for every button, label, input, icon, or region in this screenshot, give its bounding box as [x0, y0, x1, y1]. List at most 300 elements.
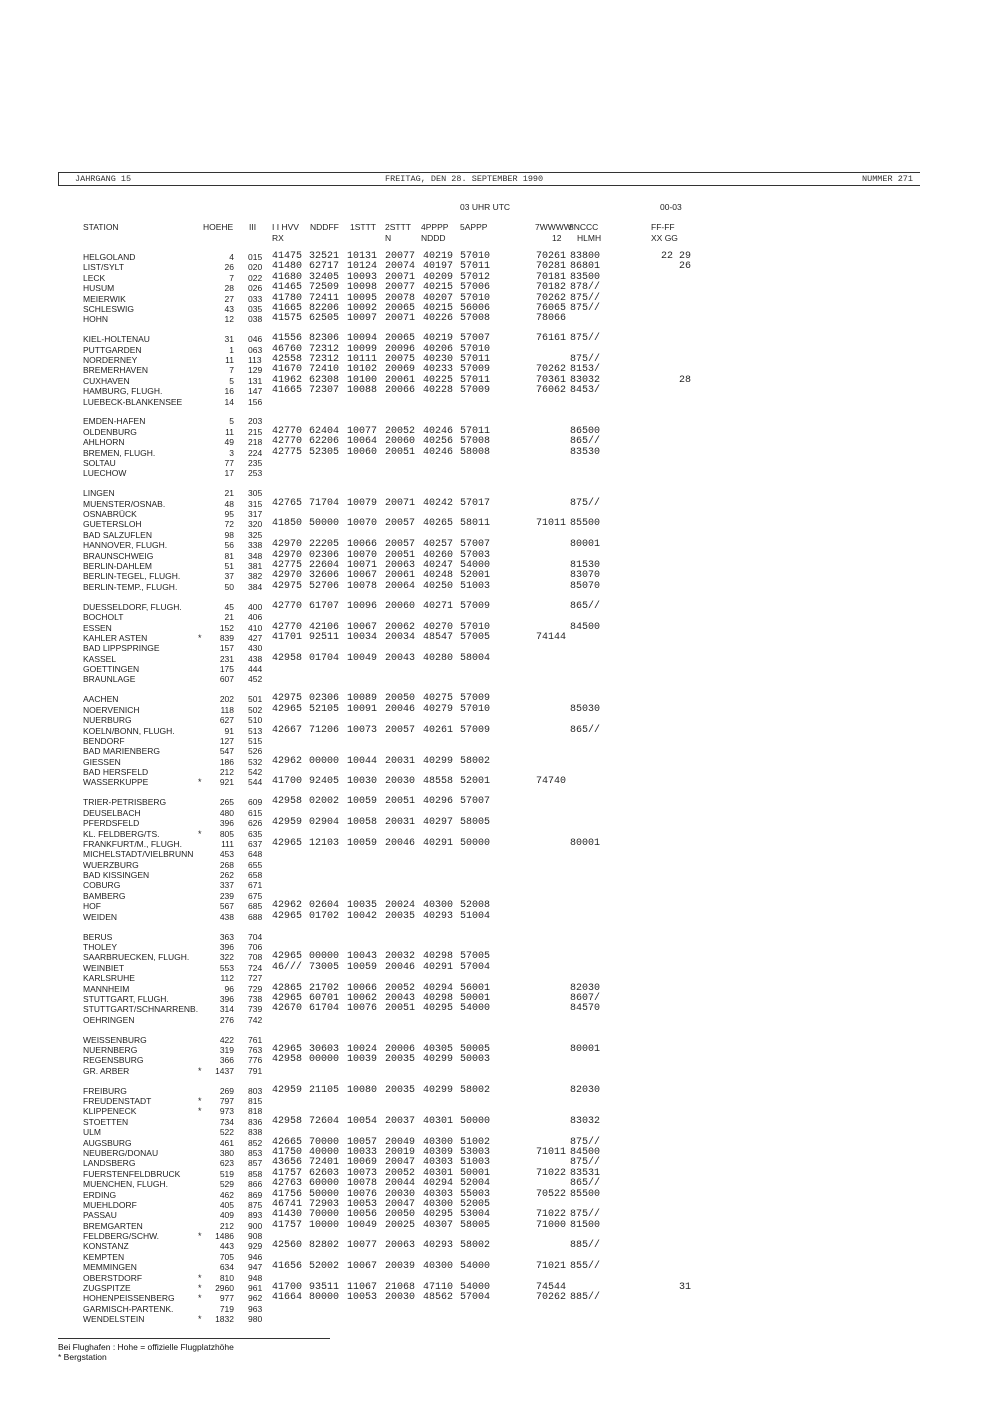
station-name: KARLSRUHE	[83, 973, 135, 984]
station-index: 963	[248, 1303, 263, 1314]
station-height: 363	[219, 931, 234, 942]
station-height: 212	[219, 767, 234, 778]
obs-4pppp: 40248	[423, 570, 454, 582]
obs-1sttt: 10067	[347, 570, 378, 582]
station-index: 381	[248, 561, 263, 572]
station-name: ZUGSPITZE	[83, 1283, 131, 1294]
station-height: 112	[220, 973, 234, 984]
station-index: 348	[248, 550, 263, 561]
obs-1sttt: 10077	[347, 425, 378, 437]
table-row	[0, 262, 1000, 272]
obs-8nccc: 83032	[570, 1115, 601, 1127]
obs-1sttt: 10079	[347, 497, 378, 509]
obs-5appp: 58002	[460, 755, 491, 767]
station-group	[0, 488, 1000, 592]
obs-5appp: 51003	[460, 1157, 491, 1169]
station-height: 186	[219, 756, 234, 767]
station-height: 319	[219, 1044, 234, 1055]
obs-1sttt: 10057	[347, 1136, 378, 1148]
station-height: 2960	[215, 1283, 234, 1294]
mountain-station-marker: *	[198, 1314, 202, 1325]
station-index: 400	[248, 601, 263, 612]
obs-2sttt: 20064	[385, 580, 416, 592]
obs-nddff: 50000	[309, 1188, 340, 1200]
obs-5appp: 57009	[460, 600, 491, 612]
table-row	[0, 674, 1000, 684]
obs-2sttt: 20039	[385, 1261, 416, 1273]
station-index: 320	[248, 519, 263, 530]
station-height: 98	[224, 529, 234, 540]
obs-8nccc: 855//	[570, 1261, 601, 1273]
obs-nddff: 73005	[309, 961, 340, 973]
obs-1sttt: 10102	[347, 364, 378, 376]
bulletin-header	[58, 172, 920, 186]
station-group	[0, 334, 1000, 407]
obs-nddff: 52706	[309, 580, 340, 592]
table-row	[0, 870, 1000, 880]
obs-1sttt: 10093	[347, 271, 378, 283]
obs-iihvv: 42770	[272, 600, 303, 612]
table-row	[0, 1200, 1000, 1210]
obs-8nccc: 83531	[570, 1167, 601, 1179]
station-name: BAD LIPPSPRINGE	[83, 643, 160, 654]
station-height: 405	[219, 1199, 234, 1210]
obs-1sttt: 10043	[347, 951, 378, 963]
obs-5appp: 50003	[460, 1054, 491, 1066]
obs-1sttt: 10062	[347, 992, 378, 1004]
obs-nddff: 01704	[309, 652, 340, 664]
table-row	[0, 488, 1000, 498]
obs-iihvv: 41475	[272, 251, 303, 262]
obs-8nccc: 84500	[570, 621, 601, 633]
obs-7wwww: 71022	[536, 1209, 567, 1221]
obs-7wwww: 76062	[536, 385, 567, 397]
obs-5appp: 58008	[460, 446, 491, 458]
station-index: 513	[248, 725, 263, 736]
table-row	[0, 767, 1000, 777]
obs-iihvv: 41670	[272, 364, 303, 376]
station-index: 908	[248, 1231, 263, 1242]
table-row	[0, 1231, 1000, 1241]
obs-5appp: 58002	[460, 1084, 491, 1096]
station-index: 026	[248, 283, 263, 294]
obs-8nccc: 885//	[570, 1292, 601, 1304]
table-row	[0, 448, 1000, 458]
obs-1sttt: 10088	[347, 385, 378, 397]
obs-iihvv: 46760	[272, 343, 303, 355]
obs-2sttt: 20051	[385, 446, 416, 458]
station-height: 37	[224, 571, 234, 582]
station-index: 729	[248, 983, 263, 994]
observation-time: 03 UHR UTC	[460, 202, 511, 212]
table-row	[0, 582, 1000, 592]
station-height: 31	[224, 334, 234, 345]
station-index: 791	[248, 1065, 263, 1076]
station-height: 438	[219, 911, 234, 922]
obs-4pppp: 40295	[423, 1209, 454, 1221]
obs-8nccc: 83530	[570, 446, 601, 458]
station-name: WASSERKUPPE	[83, 777, 149, 788]
obs-7wwww: 70262	[536, 364, 567, 376]
station-name: KLIPPENECK	[83, 1106, 137, 1117]
station-name: TRIER-PETRISBERG	[83, 797, 167, 808]
station-height: 3	[229, 447, 234, 458]
obs-5appp: 50001	[460, 1167, 491, 1179]
obs-5appp: 57007	[460, 539, 491, 551]
obs-nddff: 62505	[309, 313, 340, 325]
obs-7wwww: 70262	[536, 292, 567, 304]
obs-2sttt: 20031	[385, 755, 416, 767]
obs-7wwww: 71022	[536, 1167, 567, 1179]
obs-4pppp: 40300	[423, 900, 454, 912]
station-index: 763	[248, 1044, 263, 1055]
obs-2sttt: 20043	[385, 992, 416, 1004]
station-name: KL. FELDBERG/TS.	[83, 828, 160, 839]
obs-5appp: 57005	[460, 951, 491, 963]
obs-nddff: 30603	[309, 1043, 340, 1055]
table-row	[0, 437, 1000, 447]
obs-8nccc: 875//	[570, 354, 601, 366]
obs-5appp: 57006	[460, 282, 491, 294]
obs-nddff: 32521	[309, 251, 340, 262]
obs-8nccc: 83070	[570, 570, 601, 582]
obs-1sttt: 10059	[347, 796, 378, 808]
station-name: BERLIN-DAHLEM	[83, 561, 152, 572]
station-name: BRAUNLAGE	[83, 674, 136, 685]
obs-1sttt: 10098	[347, 282, 378, 294]
obs-7wwww: 70181	[536, 271, 567, 283]
obs-2sttt: 20047	[385, 1157, 416, 1169]
obs-2sttt: 20096	[385, 343, 416, 355]
obs-1sttt: 10071	[347, 560, 378, 572]
station-table	[0, 252, 1000, 1325]
obs-8nccc: 8607/	[570, 992, 601, 1004]
station-name: OEHRINGEN	[83, 1014, 135, 1025]
obs-5appp: 57010	[460, 292, 491, 304]
station-index: 235	[248, 458, 263, 469]
station-height: 810	[219, 1272, 234, 1283]
obs-1sttt: 10070	[347, 549, 378, 561]
station-height: 380	[219, 1147, 234, 1158]
obs-nddff: 82802	[309, 1240, 340, 1252]
obs-5appp: 51004	[460, 910, 491, 922]
obs-1sttt: 10089	[347, 693, 378, 705]
station-name: BERLIN-TEMP., FLUGH.	[83, 581, 178, 592]
station-name: BAMBERG	[83, 890, 126, 901]
station-height: 797	[219, 1096, 234, 1107]
table-row	[0, 1004, 1000, 1014]
table-row	[0, 643, 1000, 653]
obs-1sttt: 10033	[347, 1146, 378, 1158]
station-index: 980	[248, 1314, 263, 1325]
station-height: 634	[219, 1262, 234, 1273]
station-name: GR. ARBER	[83, 1065, 130, 1076]
station-index: 615	[248, 807, 263, 818]
obs-5appp: 50000	[460, 1115, 491, 1127]
obs-4pppp: 40271	[423, 600, 454, 612]
obs-iihvv: 41757	[272, 1167, 303, 1179]
station-height: 268	[219, 859, 234, 870]
station-name: SOLTAU	[83, 458, 116, 469]
obs-5appp: 57010	[460, 251, 491, 262]
station-index: 893	[248, 1210, 263, 1221]
station-height: 95	[224, 509, 234, 520]
station-name: MUENSTER/OSNAB.	[83, 498, 166, 509]
obs-1sttt: 10059	[347, 961, 378, 973]
station-name: FUERSTENFELDBRUCK	[83, 1168, 181, 1179]
obs-4pppp: 40298	[423, 992, 454, 1004]
obs-2sttt: 20071	[385, 497, 416, 509]
station-index: 675	[248, 890, 263, 901]
station-name: KAHLER ASTEN	[83, 632, 148, 643]
obs-iihvv: 42667	[272, 724, 303, 736]
station-name: GARMISCH-PARTENK.	[83, 1303, 174, 1314]
obs-iihvv: 42975	[272, 580, 303, 592]
obs-1sttt: 10060	[347, 446, 378, 458]
table-row	[0, 304, 1000, 314]
obs-8nccc: 865//	[570, 1178, 601, 1190]
obs-ffff: 26	[678, 261, 691, 273]
station-height: 7	[229, 272, 234, 283]
station-height: 14	[224, 396, 234, 407]
obs-5appp: 55003	[460, 1188, 491, 1200]
table-row	[0, 468, 1000, 478]
obs-iihvv: 42670	[272, 1003, 303, 1015]
station-name: MEIERWIK	[83, 293, 126, 304]
station-height: 734	[219, 1116, 234, 1127]
issue-date: FREITAG, DEN 28. SEPTEMBER 1990	[385, 174, 544, 184]
obs-5appp: 57011	[460, 354, 491, 366]
table-row	[0, 1138, 1000, 1148]
obs-nddff: 02904	[309, 817, 340, 829]
obs-4pppp: 40206	[423, 343, 454, 355]
obs-5appp: 57011	[460, 261, 491, 273]
obs-4pppp: 40299	[423, 1054, 454, 1066]
obs-2sttt: 20062	[385, 621, 416, 633]
table-row	[0, 355, 1000, 365]
obs-5appp: 57009	[460, 385, 491, 397]
station-height: 519	[219, 1168, 234, 1179]
column-subheader-rx: RX	[272, 233, 284, 243]
obs-4pppp: 40301	[423, 1115, 454, 1127]
obs-4pppp: 40228	[423, 385, 454, 397]
column-subheader-hlmh: HLMH	[577, 233, 602, 243]
obs-1sttt: 10066	[347, 539, 378, 551]
table-row	[0, 757, 1000, 767]
station-name: MANNHEIM	[83, 983, 130, 994]
table-row	[0, 1241, 1000, 1251]
obs-8nccc: 83800	[570, 251, 601, 262]
station-index: 218	[248, 437, 263, 448]
station-index: 022	[248, 272, 263, 283]
obs-1sttt: 10035	[347, 900, 378, 912]
issue-number: NUMMER 271	[862, 174, 914, 184]
obs-1sttt: 10030	[347, 776, 378, 788]
mountain-station-marker: *	[198, 828, 202, 839]
column-header-8nccc: 8NCCC	[569, 222, 599, 232]
obs-nddff: 02604	[309, 900, 340, 912]
obs-iihvv: 41556	[272, 333, 303, 345]
station-height: 49	[224, 437, 234, 448]
obs-8nccc: 81500	[570, 1219, 601, 1231]
obs-2sttt: 20030	[385, 1292, 416, 1304]
station-height: 1832	[215, 1314, 234, 1325]
obs-4pppp: 40230	[423, 354, 454, 366]
obs-2sttt: 20044	[385, 1178, 416, 1190]
obs-4pppp: 40207	[423, 292, 454, 304]
table-row	[0, 880, 1000, 890]
obs-2sttt: 20078	[385, 292, 416, 304]
obs-5appp: 57009	[460, 724, 491, 736]
station-name: NUERBURG	[83, 715, 132, 726]
obs-nddff: 60000	[309, 1178, 340, 1190]
obs-1sttt: 10080	[347, 1084, 378, 1096]
station-name: BAD SALZUFLEN	[83, 529, 152, 540]
obs-8nccc: 875//	[570, 333, 601, 345]
obs-5appp: 57007	[460, 796, 491, 808]
mountain-station-marker: *	[198, 777, 202, 788]
obs-5appp: 54000	[460, 560, 491, 572]
station-name: AUGSBURG	[83, 1137, 132, 1148]
obs-iihvv: 42970	[272, 570, 303, 582]
obs-nddff: 70000	[309, 1209, 340, 1221]
station-height: 56	[224, 540, 234, 551]
obs-iihvv: 42560	[272, 1240, 303, 1252]
obs-8nccc: 85500	[570, 518, 601, 530]
mountain-station-marker: *	[198, 1283, 202, 1294]
station-name: KONSTANZ	[83, 1241, 129, 1252]
obs-1sttt: 10092	[347, 302, 378, 314]
obs-2sttt: 20043	[385, 652, 416, 664]
obs-5appp: 57007	[460, 333, 491, 345]
station-name: WEINBIET	[83, 962, 125, 973]
station-index: 063	[248, 344, 263, 355]
obs-nddff: 72411	[309, 292, 340, 304]
obs-ffff: 22 29	[660, 251, 691, 262]
obs-4pppp: 40303	[423, 1157, 454, 1169]
obs-iihvv: 41665	[272, 385, 303, 397]
obs-4pppp: 40300	[423, 1136, 454, 1148]
obs-5appp: 57012	[460, 271, 491, 283]
obs-5appp: 57004	[460, 1292, 491, 1304]
obs-1sttt: 10111	[347, 354, 378, 366]
table-row	[0, 386, 1000, 396]
station-height: 567	[219, 901, 234, 912]
column-subheader-n: N	[385, 233, 392, 243]
obs-nddff: 01702	[309, 910, 340, 922]
obs-5appp: 57011	[460, 374, 491, 386]
station-name: BREMGARTEN	[83, 1220, 143, 1231]
station-height: 921	[219, 777, 234, 788]
station-height: 366	[219, 1055, 234, 1066]
station-height: 45	[224, 601, 234, 612]
obs-iihvv: 42958	[272, 796, 303, 808]
table-row	[0, 530, 1000, 540]
table-row	[0, 561, 1000, 571]
column-subheader-nddd: NDDD	[421, 233, 446, 243]
table-row	[0, 1314, 1000, 1324]
table-row	[0, 715, 1000, 725]
obs-1sttt: 10076	[347, 1003, 378, 1015]
station-height: 175	[219, 664, 234, 675]
station-height: 72	[224, 519, 234, 530]
obs-1sttt: 10077	[347, 1240, 378, 1252]
obs-nddff: 82206	[309, 302, 340, 314]
table-row	[0, 963, 1000, 973]
obs-4pppp: 40250	[423, 580, 454, 592]
station-index: 776	[248, 1055, 263, 1066]
obs-nddff: 22205	[309, 539, 340, 551]
obs-iihvv: 42965	[272, 1043, 303, 1055]
obs-nddff: 72307	[309, 385, 340, 397]
station-name: KOELN/BONN, FLUGH.	[83, 725, 175, 736]
table-row	[0, 984, 1000, 994]
obs-5appp: 57003	[460, 549, 491, 561]
obs-iihvv: 42965	[272, 992, 303, 1004]
obs-7wwww: 70361	[536, 374, 567, 386]
station-name: EMDEN-HAFEN	[83, 416, 146, 427]
obs-nddff: 02002	[309, 796, 340, 808]
obs-iihvv: 41480	[272, 261, 303, 273]
obs-2sttt: 20019	[385, 1146, 416, 1158]
station-height: 337	[219, 880, 234, 891]
column-header-4pppp: 4PPPP	[421, 222, 449, 232]
obs-4pppp: 40257	[423, 539, 454, 551]
volume-label: JAHRGANG 15	[75, 174, 132, 184]
table-row	[0, 1158, 1000, 1168]
station-index: 113	[248, 355, 262, 366]
obs-iihvv: 42775	[272, 560, 303, 572]
station-height: 422	[219, 1034, 234, 1045]
station-index: 544	[248, 777, 263, 788]
column-header-5appp: 5APPP	[460, 222, 488, 232]
station-name: WENDELSTEIN	[83, 1314, 145, 1325]
station-index: 046	[248, 334, 263, 345]
obs-ffff: 28	[678, 374, 691, 386]
column-header-ffff: FF-FF	[651, 222, 675, 232]
station-name: HOF	[83, 901, 101, 912]
obs-5appp: 52001	[460, 776, 491, 788]
obs-8nccc: 86801	[570, 261, 601, 273]
station-index: 708	[248, 952, 263, 963]
obs-nddff: 02306	[309, 693, 340, 705]
station-group	[0, 416, 1000, 478]
obs-nddff: 82306	[309, 333, 340, 345]
table-row	[0, 519, 1000, 529]
obs-2sttt: 20032	[385, 951, 416, 963]
station-name: AACHEN	[83, 694, 119, 705]
obs-nddff: 32606	[309, 570, 340, 582]
table-row	[0, 571, 1000, 581]
obs-iihvv: 46741	[272, 1198, 303, 1210]
obs-7wwww: 76065	[536, 302, 567, 314]
obs-iihvv: 42775	[272, 446, 303, 458]
obs-8nccc: 875//	[570, 1136, 601, 1148]
obs-5appp: 57009	[460, 693, 491, 705]
obs-4pppp: 40225	[423, 374, 454, 386]
table-row	[0, 994, 1000, 1004]
table-row	[0, 808, 1000, 818]
station-name: HELGOLAND	[83, 252, 136, 262]
obs-7wwww: 71021	[536, 1261, 567, 1273]
station-index: 382	[248, 571, 263, 582]
station-name: STUTTGART/SCHNARRENB.	[83, 1004, 199, 1015]
station-height: 314	[219, 1004, 234, 1015]
table-row	[0, 1304, 1000, 1314]
obs-7wwww: 70281	[536, 261, 567, 273]
obs-8nccc: 80001	[570, 1043, 601, 1055]
obs-1sttt: 10054	[347, 1115, 378, 1127]
